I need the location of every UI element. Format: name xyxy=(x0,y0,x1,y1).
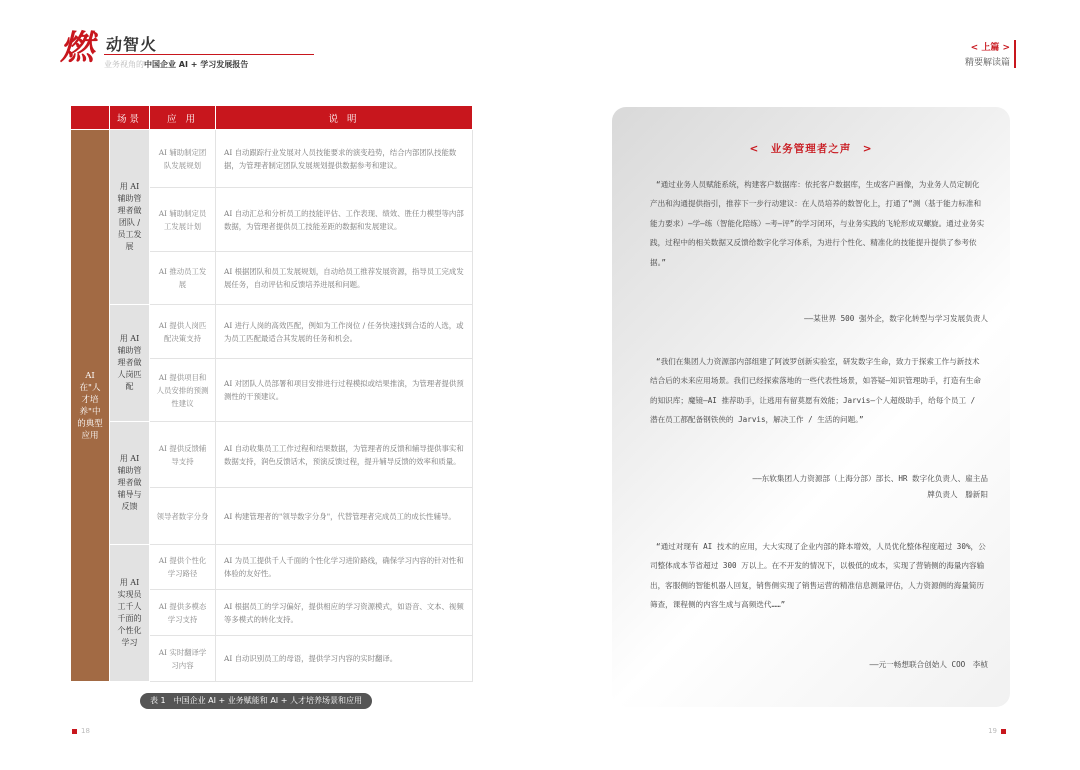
header-blank xyxy=(71,106,110,130)
description-cell: AI 为员工提供千人千面的个性化学习进阶路线，确保学习内容的针对性和体验的友好性。 xyxy=(216,545,473,590)
page-marker-icon xyxy=(1001,729,1006,734)
application-cell: AI 提供项目和人员安排的预测性建议 xyxy=(150,359,216,422)
panel-title: < 业务管理者之声 > xyxy=(749,143,873,155)
description-cell: AI 自动识别员工的母语，提供学习内容的实时翻译。 xyxy=(216,636,473,682)
chapter-accent-bar xyxy=(1014,40,1016,68)
table-row xyxy=(71,130,473,188)
table-caption: 表 1 中国企业 AI + 业务赋能和 AI + 人才培养场景和应用 xyxy=(140,693,372,709)
description-cell: AI 自动收集员工工作过程和结果数据，为管理者的反馈和辅导提供事实和数据支持，润色反馈话术，预演反馈过程，提升辅导反馈的效率和质量。 xyxy=(216,422,473,488)
chapter-name: 精要解读篇 xyxy=(964,58,1010,68)
description-cell: AI 对团队人员部署和项目安排进行过程模拟或结果推演，为管理者提供预测性的干预建议。 xyxy=(216,359,473,422)
description-cell: AI 根据团队和员工发展规划，自动给员工推荐发展资源，指导员工完成发展任务，自动评估和反馈培养进展和问题。 xyxy=(216,252,473,305)
quote-attribution: ——东软集团人力资源部（上海分部）部长、HR 数字化负责人、雇主品牌负责人 滕新阳 xyxy=(752,474,988,499)
report-title: 业务视角的中国企业 AI + 学习发展报告 xyxy=(104,60,249,69)
scene-cell: 用 AI 辅助管理者做人岗匹配 xyxy=(110,305,150,422)
header-scene: 场景 xyxy=(110,106,150,130)
description-cell: AI 自动跟踪行业发展对人员技能要求的演变趋势，结合内部团队技能数据，为管理者制定团队发展规划提供数据参考和建议。 xyxy=(216,130,473,188)
application-cell: AI 提供多模态学习支持 xyxy=(150,590,216,636)
header-application: 应 用 xyxy=(150,106,216,130)
chapter-tag: < 上篇 > xyxy=(970,43,1010,53)
brand-mark: 燃 xyxy=(60,28,94,68)
description-cell: AI 构建管理者的"领导数字分身"，代替管理者完成员工的成长性辅导。 xyxy=(216,488,473,545)
page-number-right: 19 xyxy=(988,727,1010,735)
quote-text: “我们在集团人力资源部内部组建了阿波罗创新实验室，研发数字生命，致力于探索工作与新技术结合后的未来应用场景。我们已经探索落地的一些代表性场景，如答疑—知识管理助手，打造有生命的知识库；魔镜—AI 推荐助手，让逃用有留莫愿有效能；Jarvis—个人超级助手，给每个员工 / 潜在员工都配备钢铁侠的 Jarvis，解决工作 / 生活的问题。” xyxy=(650,357,982,425)
page-number-left: 18 xyxy=(68,727,90,735)
chapter-label xyxy=(965,40,1010,68)
brand-title: 动智火 xyxy=(106,35,158,54)
quotes-panel xyxy=(612,107,1010,707)
scene-cell: 用 AI 实现员工千人千面的个性化学习 xyxy=(110,545,150,682)
description-cell: AI 进行人岗的高效匹配，例如为工作岗位 / 任务快速找到合适的人选，或为员工匹配最适合其发展的任务和机会。 xyxy=(216,305,473,359)
description-cell: AI 根据员工的学习偏好，提供相应的学习资源模式，如语音、文本、视频等多模式的转化支持。 xyxy=(216,590,473,636)
quote-text: “通过业务人员赋能系统，构建客户数据库：依托客户数据库，生成客户画像，为业务人员定制化产出和沟通提供指引，推荐下一步行动建议：在人员培养的数智化上，打通了“测（基于能力标准和能力要求）—学—练（智能化陪练）—考—评”的学习闭环，与业务实践的飞轮形成双螺旋。通过业务实践，过程中的相关数据又反馈给数字化学习体系，为进行个性化、精准化的技能提升提供了参考依据。” xyxy=(650,180,985,267)
application-cell: 领导者数字分身 xyxy=(150,488,216,545)
quote-text: “通过对现有 AI 技术的应用，大大实现了企业内部的降本增效，人员优化整体程度超过 30%，公司整体成本节省超过 300 万以上。在不开发的情况下，以极低的成本，实现了营销侧的海量内容输出，客服侧的智能机器人回复，销售侧实现了销售运营的精准信息测量评估，人力资源侧的海量简历筛查，课程侧的内容生成与高频迭代……” xyxy=(650,542,986,610)
application-cell: AI 辅助制定团队发展规划 xyxy=(150,130,216,188)
table-row xyxy=(71,305,473,359)
brand-divider xyxy=(104,54,314,55)
application-cell: AI 推动员工发展 xyxy=(150,252,216,305)
table-row xyxy=(71,422,473,488)
application-cell: AI 辅助制定员工发展计划 xyxy=(150,188,216,252)
quote-attribution: ——某世界 500 强外企，数字化转型与学习发展负责人 xyxy=(804,314,988,323)
application-cell: AI 提供人岗匹配决策支持 xyxy=(150,305,216,359)
applications-table xyxy=(70,105,473,682)
table-header-row xyxy=(71,106,473,130)
quote-attribution: ——元一畅想联合创始人 COO 李桢 xyxy=(869,660,988,669)
description-cell: AI 自动汇总和分析员工的技能评估、工作表现、绩效、胜任力模型等内部数据，为管理者提供员工技能差距的数据和发展建议。 xyxy=(216,188,473,252)
scene-cell: 用 AI 辅助管理者做辅导与反馈 xyxy=(110,422,150,545)
scene-cell: 用 AI 辅助管理者做团队 / 员工发展 xyxy=(110,130,150,305)
page-marker-icon xyxy=(72,729,77,734)
brand-logo xyxy=(60,28,260,72)
application-cell: AI 实时翻译学习内容 xyxy=(150,636,216,682)
main-category-cell: AI 在"人才培养"中的典型应用 xyxy=(71,130,110,682)
application-cell: AI 提供个性化学习路径 xyxy=(150,545,216,590)
header-description: 说 明 xyxy=(216,106,473,130)
table-row xyxy=(71,545,473,590)
application-cell: AI 提供反馈辅导支持 xyxy=(150,422,216,488)
